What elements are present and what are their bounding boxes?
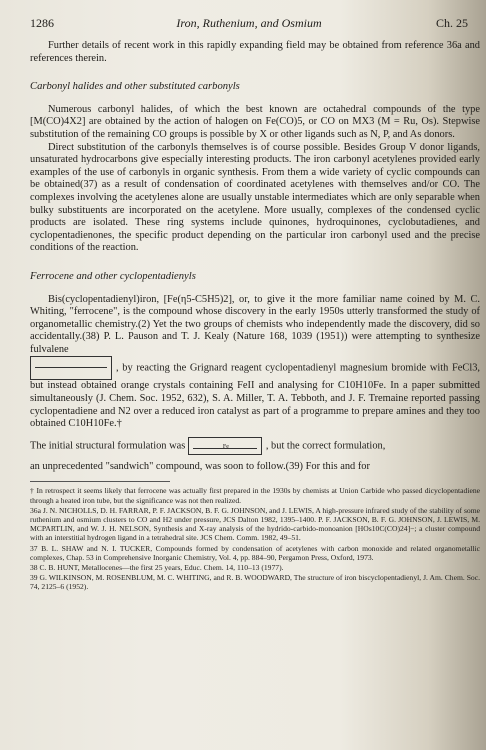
footnote-39: 39 G. WILKINSON, M. ROSENBLUM, M. C. WHITING, and R. B. WOODWARD, The structure of iron biscyclopentadienyl, J. Am. Chem. Soc. 74, 2125–6 (1952). bbox=[30, 573, 480, 592]
ferrocene-p1-text: Bis(cyclopentadienyl)iron, [Fe(η5-C5H5)2], or, to give it the more familiar name coined by M. C. Whiting, "ferrocene", is the compound whose discovery in the early 1950s utterly transformed the study of organometallic chemistry.(2) Yet the two groups of chemists who independently made the discovery, did so accidentally.(38) P. L. Pauson and T. J. Kealy (Nature 168, 1039 (1951)) were attempting to synthesize fulvalene bbox=[30, 293, 480, 355]
initial-structure-image bbox=[188, 437, 262, 455]
ferrocene-paragraph-2 bbox=[30, 437, 480, 455]
running-head: Iron, Ruthenium, and Osmium bbox=[176, 16, 322, 30]
intro-paragraph: Further details of recent work in this rapidly expanding field may be obtained from reference 36a and references therein. bbox=[30, 40, 480, 64]
ferrocene-paragraph-1-cont bbox=[30, 356, 480, 430]
carbonyl-paragraph-1: Numerous carbonyl halides, of which the best known are octahedral compounds of the type [M(CO)4X2] are obtained by the action of halogen on Fe(CO)5, or CO on MX3 (M = Ru, Os). Stepwise substitution of the remaining CO groups is possible by X or other ligands such as N, P, and As donors. bbox=[30, 103, 480, 140]
carbonyl-paragraph-2: Direct substitution of the carbonyls themselves is of course possible. Besides Group V donor ligands, unsaturated hydrocarbons give especially interesting products. The iron carbonyl acetylenes provided early examples of the use of carbonyls in organic synthesis. From them a wide variety of cyclic compounds can be obtained(37) as a result of condensation of coordinated acetylenes with themselves and/or CO. The complexes involving the acetylenes alone are usually unstable intermediates which are only separable when bulky substituents are incorporated on the acetylene. More usually, complexes of the condensed cyclic products are isolated. These ring systems include quinones, hydroquinones, cyclobutadienes, and cyclopentadienones, the specific product depending on the particular iron carbonyl used and the precise conditions of the reaction. bbox=[30, 141, 480, 254]
footnote-38: 38 C. B. HUNT, Metallocenes—the first 25 years, Educ. Chem. 14, 110–13 (1977). bbox=[30, 563, 284, 573]
ferrocene-p2-end: , but the correct formulation, bbox=[265, 440, 386, 452]
ferrocene-paragraph-1 bbox=[30, 294, 480, 357]
body-text bbox=[30, 40, 480, 593]
ferrocene-p1-cont-text: , by reacting the Grignard reagent cyclopentadienyl magnesium bromide with FeCl3, but instead obtained orange crystals containing FeII and analysing for C10H10Fe. In a paper submitted simultaneously (J. Chem. Soc. 1952, 632), S. A. Miller, T. A. Tebboth, and J. F. Tremaine reported passing cyclopentadiene and N2 over a reduced iron catalyst as part of a programme to prepare amines and they too obtained C10H10Fe.† bbox=[30, 362, 480, 430]
page-number: 1286 bbox=[30, 16, 54, 30]
footnote-36a: 36a J. N. NICHOLLS, D. H. FARRAR, P. F. JACKSON, B. F. G. JOHNSON, and J. LEWIS, A high-pressure infrared study of the stability of some ruthenium and osmium clusters to CO and H2 under pressure, JCS Dalton 1982, 1395–1400. P. F. JACKSON, B. F. G. JOHNSON, J. LEWIS, M. MCPARTLIN, and W. J. H. NELSON, Synthesis and X-ray analysis of the hydrido-carbido-monoanion [HOs10C(CO)24]−; a cluster compound with an interstitial hydrogen ligand in a tetrahedral site. JCS Chem. Comm. 1982, 49–51. bbox=[30, 505, 480, 543]
chapter-label: Ch. 25 bbox=[435, 16, 468, 30]
section-title-ferrocene: Ferrocene and other cyclopentadienyls bbox=[30, 270, 196, 282]
fe-label: Fe bbox=[222, 443, 229, 450]
footnote-37: 37 B. L. SHAW and N. I. TUCKER, Compounds formed by condensation of acetylenes with carbon monoxide and related organometallic complexes, Chap. 53 in Comprehensive Inorganic Chemistry, Vol. 4, pp. 884–90, Pergamon Press, Oxford, 1973. bbox=[30, 543, 480, 562]
ferrocene-paragraph-3: an unprecedented "sandwich" compound, was soon to follow.(39) For this and for bbox=[30, 460, 370, 472]
page-header bbox=[30, 16, 468, 32]
footnote-rule bbox=[30, 481, 170, 482]
section-title-carbonyl: Carbonyl halides and other substituted carbonyls bbox=[30, 81, 240, 93]
fulvalene-structure-image bbox=[30, 356, 112, 380]
footnote-dagger: † In retrospect it seems likely that ferrocene was actually first prepared in the 1930s by chemists at Union Carbide who passed dicyclopentadiene through a heated iron tube, but the significance was not then realized. bbox=[30, 486, 480, 505]
ferrocene-p2-start: The initial structural formulation was bbox=[30, 440, 186, 452]
